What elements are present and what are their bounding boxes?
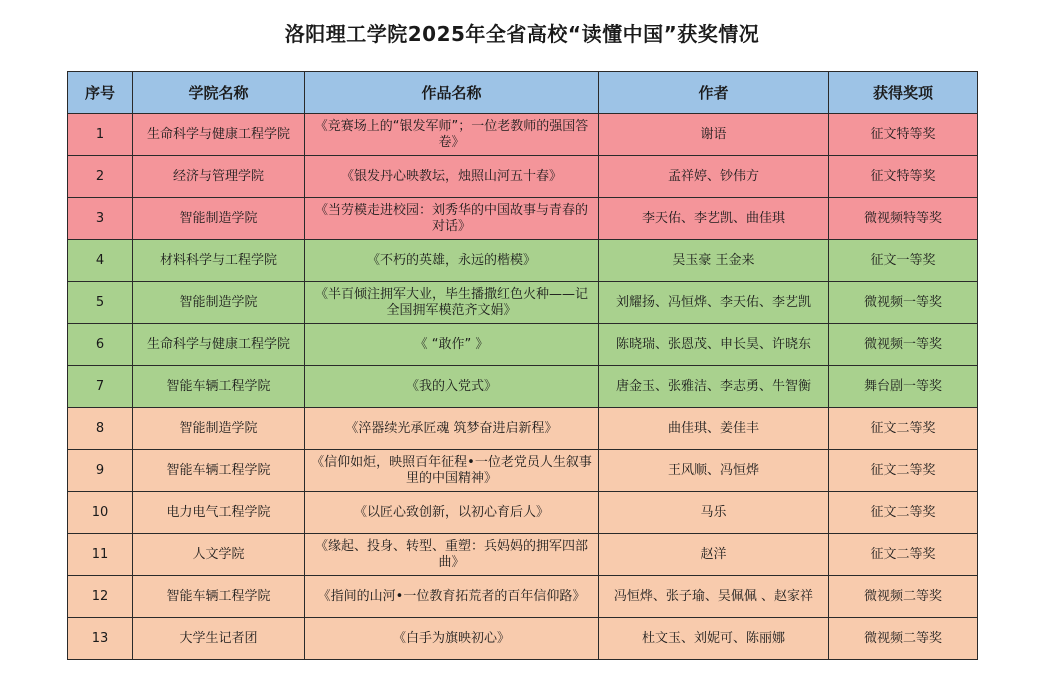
cell-college: 电力电气工程学院 (133, 492, 305, 534)
cell-college: 智能车辆工程学院 (133, 450, 305, 492)
cell-college: 人文学院 (133, 534, 305, 576)
cell-author: 马乐 (599, 492, 829, 534)
cell-no: 2 (68, 156, 133, 198)
cell-award: 征文二等奖 (829, 450, 978, 492)
table-row (68, 156, 978, 198)
table-row (68, 114, 978, 156)
cell-work: 《缘起、投身、转型、重塑：兵妈妈的拥军四部曲》 (305, 534, 599, 576)
cell-work: 《不朽的英雄，永远的楷模》 (305, 240, 599, 282)
cell-author: 冯恒烨、张子瑜、吴佩佩 、赵家祥 (599, 576, 829, 618)
cell-author: 刘耀扬、冯恒烨、李天佑、李艺凯 (599, 282, 829, 324)
cell-author: 赵洋 (599, 534, 829, 576)
cell-award: 微视频一等奖 (829, 282, 978, 324)
cell-author: 陈晓瑞、张恩茂、申长昊、许晓东 (599, 324, 829, 366)
cell-no: 7 (68, 366, 133, 408)
table-row (68, 450, 978, 492)
table-row (68, 576, 978, 618)
cell-no: 13 (68, 618, 133, 660)
cell-work: 《银发丹心映教坛，烛照山河五十春》 (305, 156, 599, 198)
cell-college: 智能车辆工程学院 (133, 576, 305, 618)
cell-author: 唐金玉、张雅洁、李志勇、牛智衡 (599, 366, 829, 408)
cell-award: 征文一等奖 (829, 240, 978, 282)
cell-award: 微视频二等奖 (829, 618, 978, 660)
table-row (68, 408, 978, 450)
cell-award: 征文特等奖 (829, 114, 978, 156)
cell-college: 生命科学与健康工程学院 (133, 114, 305, 156)
cell-college: 智能制造学院 (133, 408, 305, 450)
table-row (68, 240, 978, 282)
cell-author: 李天佑、李艺凯、曲佳琪 (599, 198, 829, 240)
cell-no: 3 (68, 198, 133, 240)
cell-award: 征文特等奖 (829, 156, 978, 198)
cell-no: 9 (68, 450, 133, 492)
cell-college: 材料科学与工程学院 (133, 240, 305, 282)
header-work: 作品名称 (305, 72, 599, 114)
cell-author: 杜文玉、刘妮可、陈丽娜 (599, 618, 829, 660)
cell-award: 微视频一等奖 (829, 324, 978, 366)
table-row (68, 492, 978, 534)
cell-award: 舞台剧一等奖 (829, 366, 978, 408)
cell-author: 曲佳琪、姜佳丰 (599, 408, 829, 450)
cell-no: 8 (68, 408, 133, 450)
cell-no: 11 (68, 534, 133, 576)
cell-award: 微视频特等奖 (829, 198, 978, 240)
cell-work: 《我的入党式》 (305, 366, 599, 408)
table-row (68, 618, 978, 660)
cell-work: 《信仰如炬，映照百年征程•一位老党员人生叙事里的中国精神》 (305, 450, 599, 492)
cell-college: 智能车辆工程学院 (133, 366, 305, 408)
table-row (68, 198, 978, 240)
header-author: 作者 (599, 72, 829, 114)
cell-work: 《竞赛场上的“银发军师”；一位老教师的强国答卷》 (305, 114, 599, 156)
cell-work: 《 “敢作” 》 (305, 324, 599, 366)
page-title: 洛阳理工学院2025年全省高校“读懂中国”获奖情况 (284, 22, 760, 46)
cell-author: 吴玉豪 王金来 (599, 240, 829, 282)
cell-author: 王风顺、冯恒烨 (599, 450, 829, 492)
cell-college: 生命科学与健康工程学院 (133, 324, 305, 366)
cell-work: 《淬器续光承匠魂 筑梦奋进启新程》 (305, 408, 599, 450)
cell-work: 《以匠心致创新，以初心育后人》 (305, 492, 599, 534)
cell-award: 微视频二等奖 (829, 576, 978, 618)
cell-author: 孟祥婷、钞伟方 (599, 156, 829, 198)
cell-no: 10 (68, 492, 133, 534)
header-college: 学院名称 (133, 72, 305, 114)
cell-award: 征文二等奖 (829, 408, 978, 450)
cell-no: 12 (68, 576, 133, 618)
table-header-row (68, 72, 978, 114)
cell-college: 智能制造学院 (133, 282, 305, 324)
table-row (68, 534, 978, 576)
header-award: 获得奖项 (829, 72, 978, 114)
cell-no: 5 (68, 282, 133, 324)
table-row (68, 324, 978, 366)
cell-award: 征文二等奖 (829, 534, 978, 576)
table-row (68, 366, 978, 408)
table-row (68, 282, 978, 324)
awards-table (67, 71, 978, 660)
header-no: 序号 (68, 72, 133, 114)
cell-award: 征文二等奖 (829, 492, 978, 534)
cell-no: 1 (68, 114, 133, 156)
cell-college: 大学生记者团 (133, 618, 305, 660)
cell-work: 《半百倾注拥军大业，毕生播撒红色火种——记全国拥军模范齐文娟》 (305, 282, 599, 324)
cell-work: 《白手为旗映初心》 (305, 618, 599, 660)
cell-no: 6 (68, 324, 133, 366)
cell-college: 智能制造学院 (133, 198, 305, 240)
cell-work: 《当劳模走进校园：刘秀华的中国故事与青春的对话》 (305, 198, 599, 240)
cell-work: 《指间的山河•一位教育拓荒者的百年信仰路》 (305, 576, 599, 618)
cell-college: 经济与管理学院 (133, 156, 305, 198)
cell-no: 4 (68, 240, 133, 282)
cell-author: 谢语 (599, 114, 829, 156)
